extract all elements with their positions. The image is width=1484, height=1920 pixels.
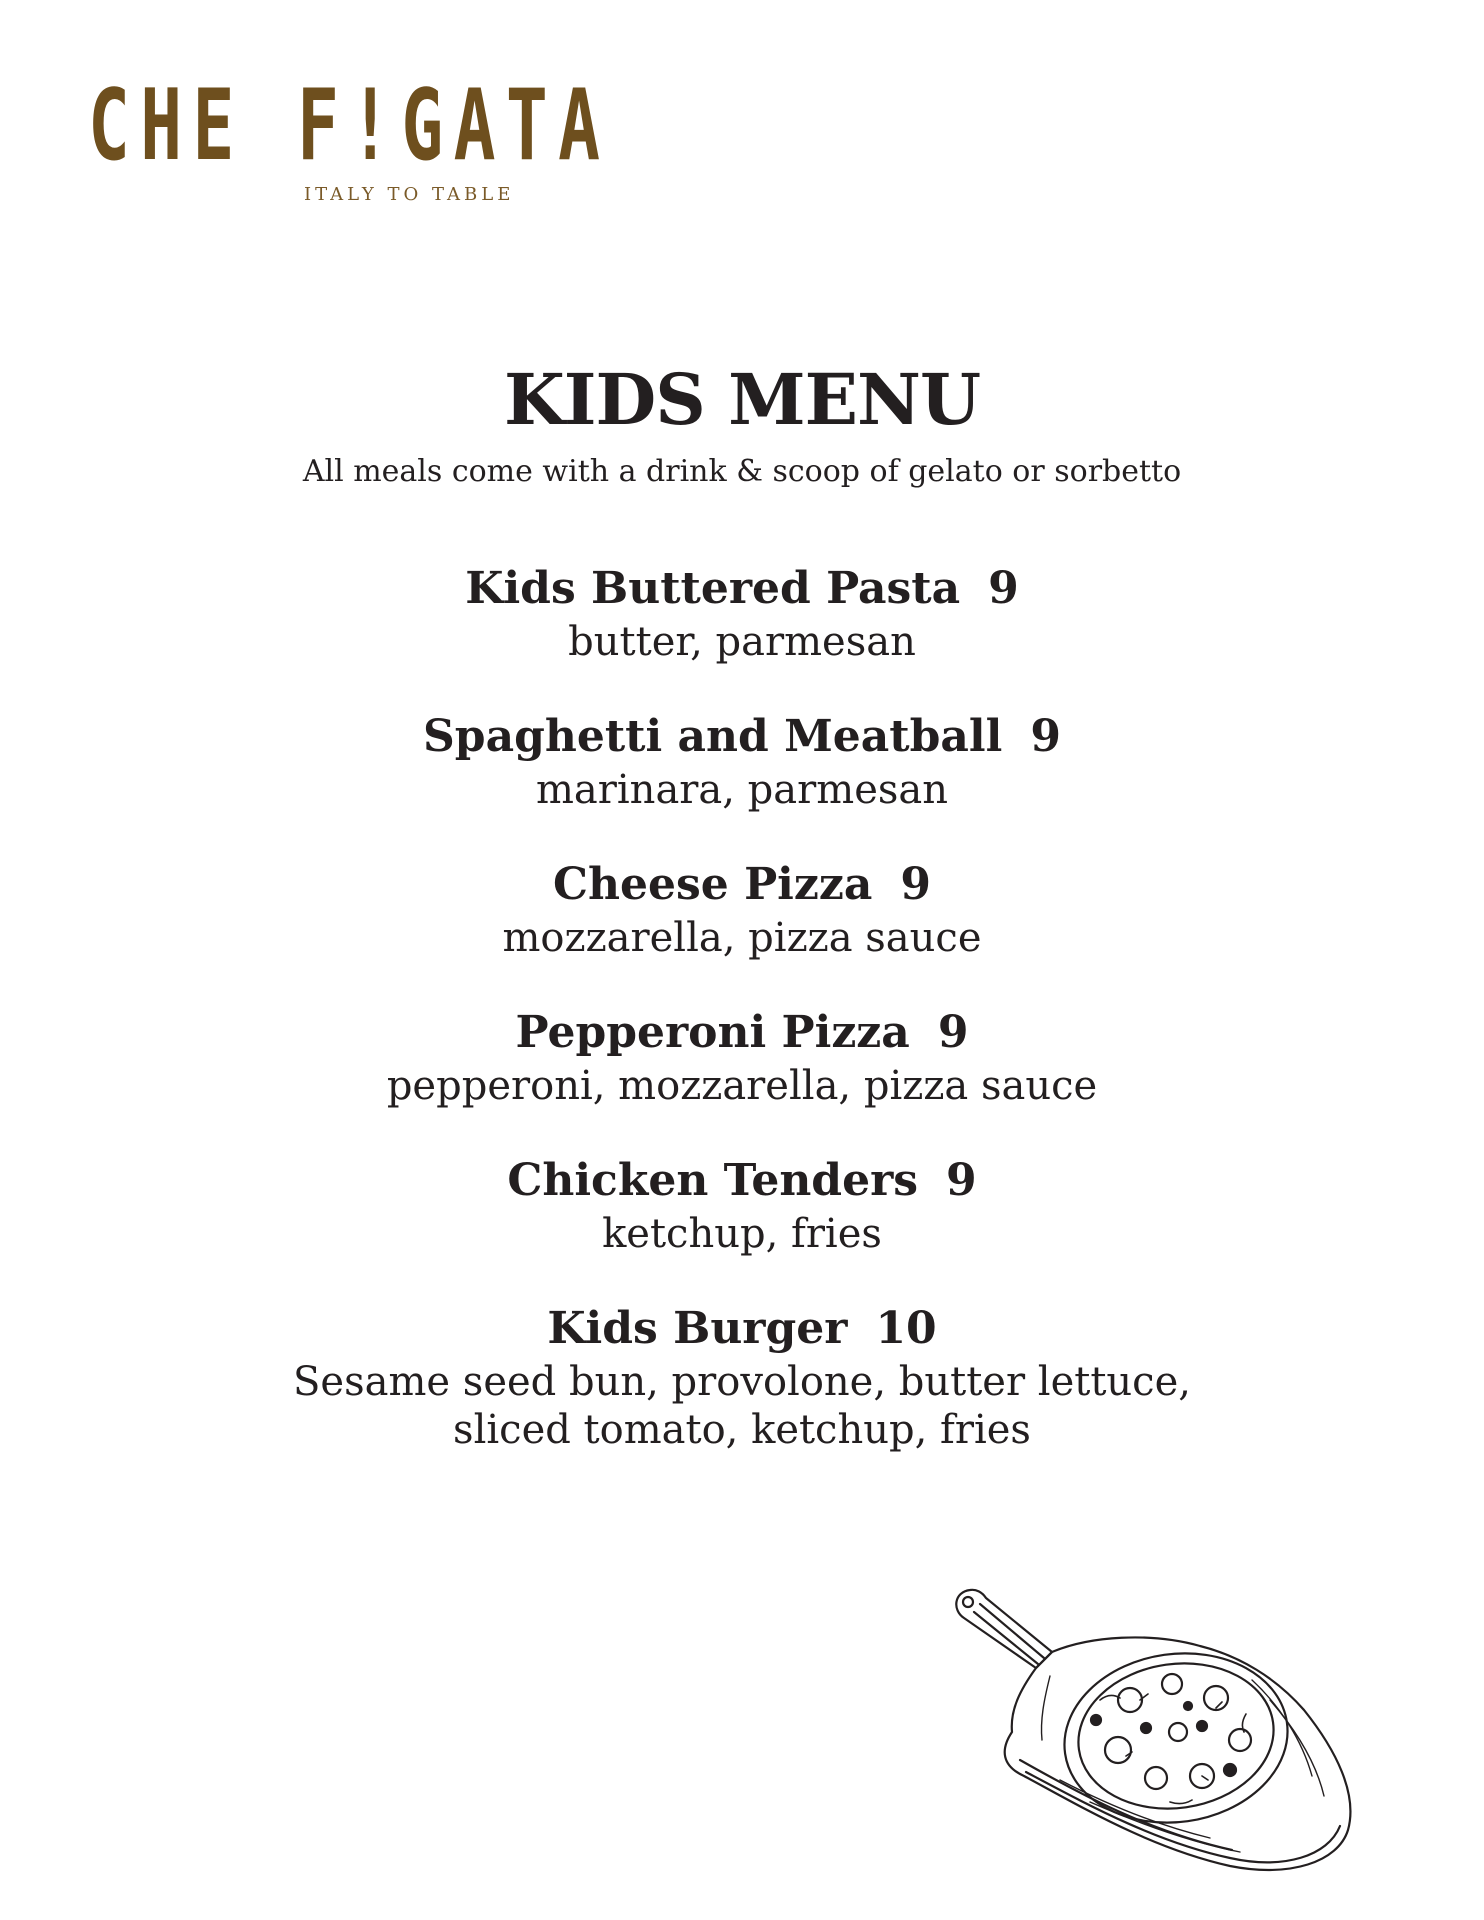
menu-subtitle: All meals come with a drink & scoop of gelato or sorbetto xyxy=(302,454,1182,489)
menu-item-description xyxy=(0,766,1484,814)
menu-item-description-line: mozzarella, pizza sauce xyxy=(502,915,982,961)
menu-item-price: 9 xyxy=(900,859,931,910)
menu-item xyxy=(0,1300,1484,1454)
menu-item-description xyxy=(0,914,1484,962)
menu-item-price: 9 xyxy=(1030,711,1061,762)
menu-item-name: Kids Burger xyxy=(547,1303,848,1354)
menu-item-title xyxy=(0,1152,1484,1210)
menu-item-description-line: Sesame seed bun, provolone, butter lettuce, xyxy=(293,1359,1191,1405)
restaurant-logo xyxy=(88,69,628,205)
menu-item xyxy=(0,560,1484,708)
menu-item-title xyxy=(0,560,1484,618)
menu-item-name: Cheese Pizza xyxy=(553,859,873,910)
pizza-peel-icon xyxy=(940,1580,1360,1880)
menu-item-price: 10 xyxy=(875,1303,937,1354)
menu-item-name: Kids Buttered Pasta xyxy=(465,563,961,614)
menu-item-name: Pepperoni Pizza xyxy=(515,1007,910,1058)
menu-item-title xyxy=(0,708,1484,766)
menu-item-price: 9 xyxy=(937,1007,969,1058)
menu-item-description xyxy=(0,1358,1484,1454)
logo-wordmark: CHE F!GATA xyxy=(88,69,611,184)
menu-item xyxy=(0,1004,1484,1152)
menu-item-description xyxy=(0,618,1484,666)
menu-item-price: 9 xyxy=(946,1155,977,1206)
menu-item-description-line: marinara, parmesan xyxy=(535,767,948,813)
menu-item-title xyxy=(0,856,1484,914)
menu-item-description-line: butter, parmesan xyxy=(568,619,916,665)
menu-item-description-line: sliced tomato, ketchup, fries xyxy=(453,1407,1031,1453)
menu-item-title xyxy=(0,1300,1484,1358)
menu-item-description xyxy=(0,1210,1484,1258)
menu-item-description xyxy=(0,1062,1484,1110)
menu-item-title xyxy=(0,1004,1484,1062)
menu-title: KIDS MENU xyxy=(503,358,981,441)
menu-item xyxy=(0,1152,1484,1300)
menu-item-name: Chicken Tenders xyxy=(507,1155,919,1206)
menu-item-list xyxy=(0,560,1484,1454)
menu-item-description-line: ketchup, fries xyxy=(602,1211,882,1257)
menu-item xyxy=(0,708,1484,856)
menu-item xyxy=(0,856,1484,1004)
menu-item-description-line: pepperoni, mozzarella, pizza sauce xyxy=(386,1063,1098,1109)
logo-tagline: ITALY TO TABLE xyxy=(304,184,515,205)
menu-item-price: 9 xyxy=(988,563,1019,614)
menu-item-name: Spaghetti and Meatball xyxy=(423,711,1003,762)
